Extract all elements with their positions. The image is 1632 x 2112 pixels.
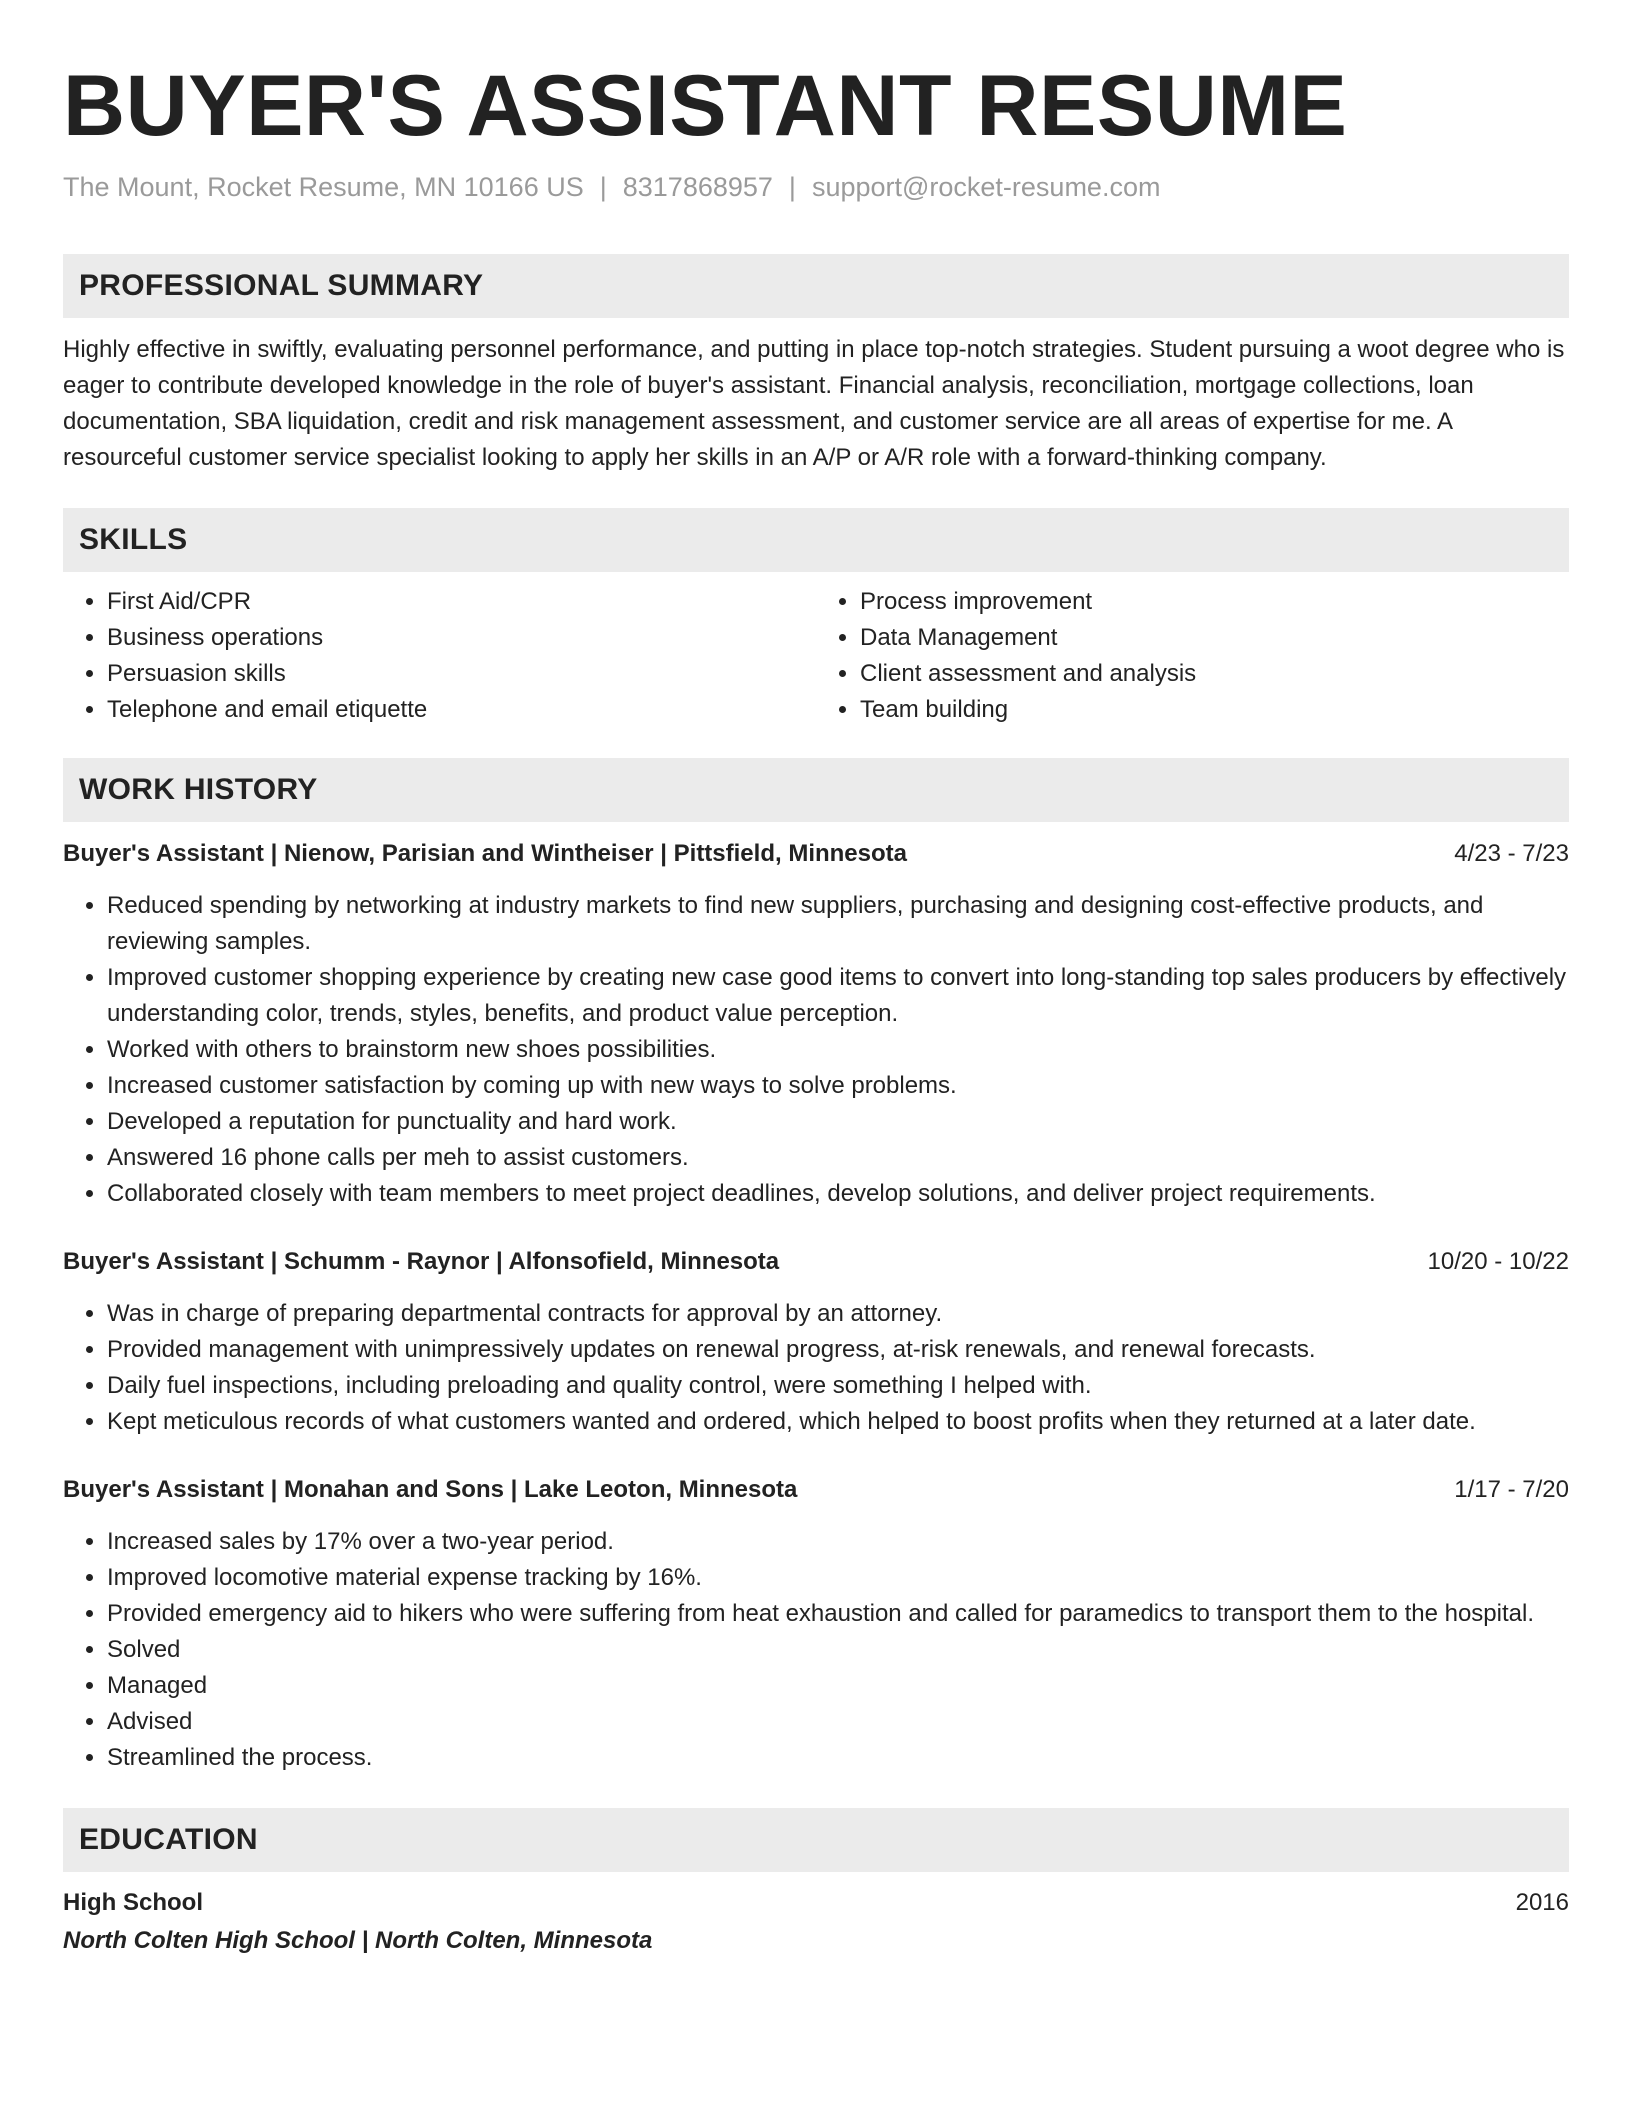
skill-item: • Client assessment and analysis: [860, 656, 1569, 692]
job-dates: 10/20 - 10/22: [1427, 1248, 1569, 1275]
skill-item: • Persuasion skills: [107, 656, 816, 692]
job-bullet: • Advised: [107, 1704, 1569, 1740]
job-entry: [63, 1472, 1569, 1776]
job-bullet: • Improved customer shopping experience by creating new case good items to convert into long-standing top sales producers by effectively understanding color, trends, styles, benefits, and product value perception.: [107, 960, 1569, 1032]
education-header: [63, 1884, 1569, 1922]
job-bullet: • Worked with others to brainstorm new shoes possibilities.: [107, 1032, 1569, 1068]
job-bullets: [63, 1296, 1569, 1440]
skill-item: • Process improvement: [860, 584, 1569, 620]
job-title: Buyer's Assistant | Monahan and Sons | Lake Leoton, Minnesota: [63, 1476, 798, 1503]
job-dates: 4/23 - 7/23: [1454, 840, 1569, 867]
job-bullet: • Kept meticulous records of what customers wanted and ordered, which helped to boost profits when they returned at a later date.: [107, 1404, 1569, 1440]
section-heading-summary: PROFESSIONAL SUMMARY: [63, 254, 1569, 318]
job-bullet: • Solved: [107, 1632, 1569, 1668]
skill-item: • Team building: [860, 692, 1569, 728]
job-title: Buyer's Assistant | Schumm - Raynor | Alfonsofield, Minnesota: [63, 1248, 780, 1275]
skill-item: • Data Management: [860, 620, 1569, 656]
skills-column-right: [816, 584, 1569, 728]
job-bullets: [63, 888, 1569, 1212]
job-entry: [63, 836, 1569, 1212]
job-header: [63, 1244, 1569, 1280]
job-bullet: • Answered 16 phone calls per meh to assist customers.: [107, 1140, 1569, 1176]
education-year: 2016: [1515, 1889, 1569, 1916]
job-bullet: • Provided emergency aid to hikers who were suffering from heat exhaustion and called for paramedics to transport them to the hospital.: [107, 1596, 1569, 1632]
skill-item: • Business operations: [107, 620, 816, 656]
job-bullet: • Improved locomotive material expense tracking by 16%.: [107, 1560, 1569, 1596]
contact-phone: 8317868957: [622, 172, 773, 202]
resume-title: BUYER'S ASSISTANT RESUME: [63, 58, 1348, 154]
section-heading-work-history: WORK HISTORY: [63, 758, 1569, 822]
contact-address: The Mount, Rocket Resume, MN 10166 US: [63, 172, 584, 202]
contact-line: [63, 170, 1569, 204]
job-bullet: • Daily fuel inspections, including preloading and quality control, were something I helped with.: [107, 1368, 1569, 1404]
job-dates: 1/17 - 7/20: [1454, 1476, 1569, 1503]
skills-list: [63, 584, 1569, 728]
education-school: North Colten High School | North Colten, Minnesota: [63, 1927, 653, 1954]
section-heading-education: EDUCATION: [63, 1808, 1569, 1872]
skills-column-left: [63, 584, 816, 728]
contact-separator: |: [788, 172, 796, 202]
job-bullet: • Increased customer satisfaction by coming up with new ways to solve problems.: [107, 1068, 1569, 1104]
job-bullet: • Managed: [107, 1668, 1569, 1704]
job-bullet: • Was in charge of preparing departmental contracts for approval by an attorney.: [107, 1296, 1569, 1332]
summary-text: Highly effective in swiftly, evaluating personnel performance, and putting in place top-notch strategies. Student pursuing a woot degree who is eager to contribute developed knowledge in the role of buyer's assistant. Financial analysis, reconciliation, mortgage collections, loan documentation, SBA liquidation, credit and risk management assessment, and customer service are all areas of expertise for me. A resourceful customer service specialist looking to apply her skills in an A/P or A/R role with a forward-thinking company.: [63, 336, 1565, 471]
job-bullet: • Collaborated closely with team members to meet project deadlines, develop solutions, and deliver project requirements.: [107, 1176, 1569, 1212]
section-heading-skills: SKILLS: [63, 508, 1569, 572]
job-bullet: • Streamlined the process.: [107, 1740, 1569, 1776]
job-bullet: • Developed a reputation for punctuality and hard work.: [107, 1104, 1569, 1140]
contact-separator: |: [599, 172, 607, 202]
job-bullets: [63, 1524, 1569, 1776]
contact-email: support@rocket-resume.com: [811, 172, 1161, 202]
skill-item: • First Aid/CPR: [107, 584, 816, 620]
job-header: [63, 836, 1569, 872]
job-entry: [63, 1244, 1569, 1440]
education-degree: High School: [63, 1889, 203, 1916]
job-bullet: • Reduced spending by networking at industry markets to find new suppliers, purchasing and designing cost-effective products, and reviewing samples.: [107, 888, 1569, 960]
skill-item: • Telephone and email etiquette: [107, 692, 816, 728]
job-title: Buyer's Assistant | Nienow, Parisian and Wintheiser | Pittsfield, Minnesota: [63, 840, 907, 867]
job-bullet: • Increased sales by 17% over a two-year period.: [107, 1524, 1569, 1560]
job-header: [63, 1472, 1569, 1508]
job-bullet: • Provided management with unimpressively updates on renewal progress, at-risk renewals, and renewal forecasts.: [107, 1332, 1569, 1368]
